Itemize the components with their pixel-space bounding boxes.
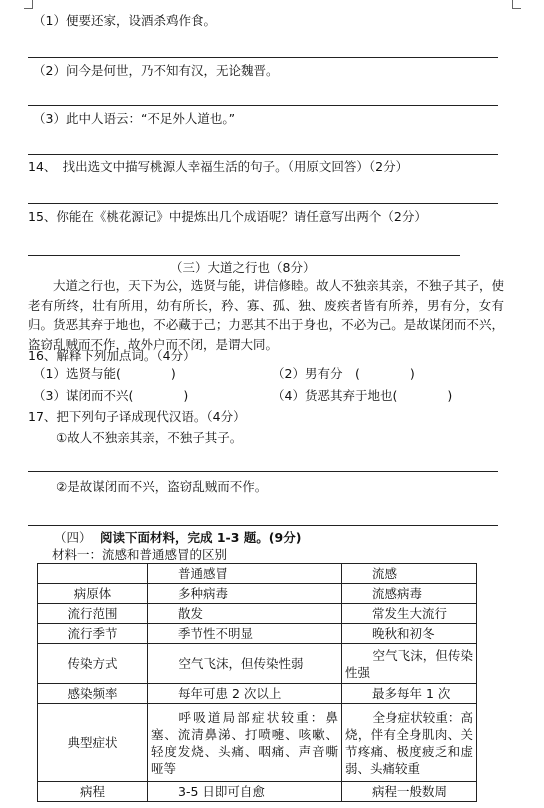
table-header-cell bbox=[38, 564, 148, 584]
question-14: 14、 找出选文中描写桃源人幸福生活的句子。（用原文回答）（2分） bbox=[28, 159, 409, 174]
table-cell: 每年可患 2 次以上 bbox=[148, 684, 342, 704]
table-row bbox=[38, 644, 477, 684]
answer-line bbox=[28, 154, 498, 155]
question-16-item-3: （3）谋闭而不兴( ) bbox=[33, 388, 189, 403]
question-15: 15、你能在《桃花源记》中提炼出几个成语呢？请任意写出两个（2分） bbox=[28, 209, 427, 224]
table-cell: 晚秋和初冬 bbox=[342, 624, 477, 644]
table-cell: 多种病毒 bbox=[148, 584, 342, 604]
material-label: 材料一：流感和普通感冒的区别 bbox=[52, 547, 228, 562]
table-cell: 最多每年 1 次 bbox=[342, 684, 477, 704]
table-row bbox=[38, 684, 477, 704]
table-row bbox=[38, 782, 477, 802]
table-cell: 病程 bbox=[38, 782, 148, 802]
section-3-title: （三）大道之行也（8分） bbox=[170, 260, 316, 275]
page-corner-mark-left bbox=[24, 0, 33, 9]
section-3-passage: 大道之行也，天下为公，选贤与能，讲信修睦。故人不独亲其亲，不独子其子，使老有所终，壮有所用，幼有所长，矜、寡、孤、独、废疾者皆有所养，男有分，女有归。货恶其弃于地也，不必藏于己；力恶其不出于身也，不必为己。是故谋闭而不兴，盗窃乱贼而不作，故外户而不闭，是谓大同。 bbox=[28, 278, 504, 352]
table-cell: 典型症状 bbox=[38, 704, 148, 782]
table-cell: 感染频率 bbox=[38, 684, 148, 704]
table-row bbox=[38, 604, 477, 624]
table-row bbox=[38, 624, 477, 644]
table-cell: 呼吸道局部症状较重：鼻塞、流清鼻涕、打喷嚏、咳嗽、轻度发烧、头痛、咽痛、声音嘶哑等 bbox=[148, 704, 342, 782]
table-cell: 3-5 日即可自愈 bbox=[148, 782, 342, 802]
table-row bbox=[38, 704, 477, 782]
answer-line bbox=[28, 471, 498, 472]
question-17-item-1: ①故人不独亲其亲，不独子其子。 bbox=[56, 430, 243, 445]
table-cell: 季节性不明显 bbox=[148, 624, 342, 644]
answer-line bbox=[28, 203, 498, 204]
table-cell: 病程一般数周 bbox=[342, 782, 477, 802]
table-cell: 病原体 bbox=[38, 584, 148, 604]
table-row bbox=[38, 584, 477, 604]
table-cell: 流感病毒 bbox=[342, 584, 477, 604]
table-cell: 流行季节 bbox=[38, 624, 148, 644]
table-cell: 空气飞沫，但传染性弱 bbox=[148, 644, 342, 684]
section-4-prefix: （四） bbox=[54, 530, 92, 545]
comparison-table bbox=[37, 563, 477, 802]
table-header-cell: 流感 bbox=[342, 564, 477, 584]
question-16-item-1: （1）选贤与能( ) bbox=[33, 366, 176, 381]
table-cell: 常发生大流行 bbox=[342, 604, 477, 624]
table-header-row bbox=[38, 564, 477, 584]
question-17-item-2: ②是故谋闭而不兴，盗窃乱贼而不作。 bbox=[56, 479, 268, 494]
answer-line bbox=[28, 525, 498, 526]
table-cell: 空气飞沫，但传染性强 bbox=[342, 644, 477, 684]
answer-line bbox=[28, 105, 498, 106]
question-item-3: （3）此中人语云：“不足外人道也。” bbox=[33, 111, 236, 126]
question-16-item-4: （4）货恶其弃于地也( ) bbox=[272, 388, 453, 403]
question-16: 16、解释下列加点词。（4分） bbox=[28, 348, 196, 363]
question-item-2: （2）问今是何世，乃不知有汉，无论魏晋。 bbox=[33, 63, 279, 78]
table-cell: 全身症状较重：高烧，伴有全身肌肉、关节疼痛、极度疲乏和虚弱、头痛较重 bbox=[342, 704, 477, 782]
answer-line bbox=[28, 255, 460, 256]
answer-line bbox=[28, 57, 498, 58]
question-17: 17、把下列句子译成现代汉语。（4分） bbox=[28, 409, 246, 424]
question-item-1: （1）便要还家，设酒杀鸡作食。 bbox=[33, 13, 216, 28]
page-corner-mark-right bbox=[512, 0, 521, 9]
table-cell: 流行范围 bbox=[38, 604, 148, 624]
table-cell: 散发 bbox=[148, 604, 342, 624]
question-16-item-2: （2）男有分 ( ) bbox=[272, 366, 415, 381]
table-header-cell: 普通感冒 bbox=[148, 564, 342, 584]
table-cell: 传染方式 bbox=[38, 644, 148, 684]
section-4-title: 阅读下面材料，完成 1-3 题。(9分) bbox=[100, 530, 302, 545]
